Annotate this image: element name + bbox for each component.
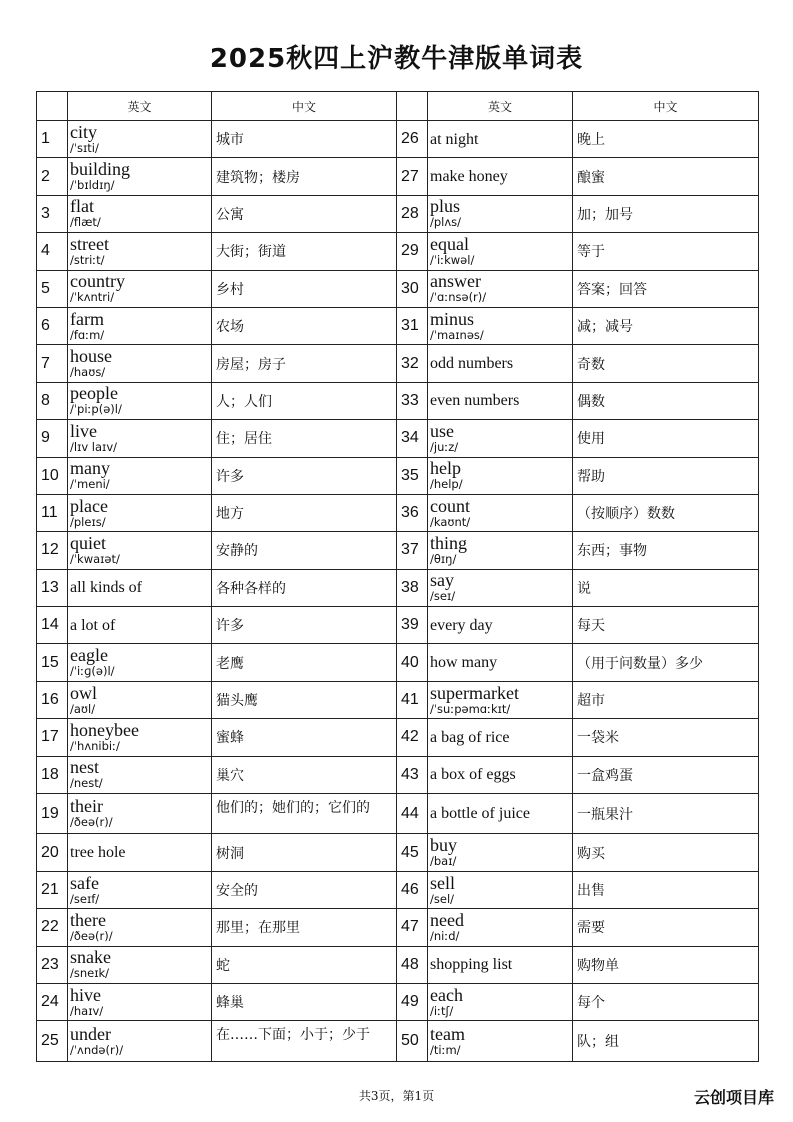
page-title: 2025秋四上沪教牛津版单词表 <box>209 44 584 74</box>
entry-number: 12 <box>37 532 68 569</box>
english-word: need <box>430 909 464 930</box>
entry-number: 46 <box>397 871 428 908</box>
entry-number: 7 <box>37 345 68 382</box>
entry-english <box>428 532 573 569</box>
entry-english <box>428 909 573 946</box>
english-word: nest <box>70 757 99 778</box>
entry-chinese: 许多 <box>212 607 397 644</box>
phonetic: /nest/ <box>70 776 103 791</box>
entry-english <box>68 756 212 793</box>
english-word: people <box>70 383 118 404</box>
entry-number: 30 <box>397 270 428 307</box>
phonetic: /ˈkwaɪət/ <box>70 551 120 566</box>
entry-english <box>68 158 212 195</box>
english-word: use <box>430 420 454 441</box>
entry-chinese: 那里；在那里 <box>212 909 397 946</box>
entry-chinese: 说 <box>573 569 759 606</box>
english-word: answer <box>430 271 481 292</box>
entry-chinese: 帮助 <box>573 457 759 494</box>
english-word: make honey <box>430 168 508 186</box>
table-row <box>37 871 759 908</box>
entry-chinese: 一袋米 <box>573 719 759 756</box>
phonetic: /ˈpiːp(ə)l/ <box>70 402 122 417</box>
english-word: building <box>70 159 131 180</box>
english-word: honeybee <box>70 719 139 740</box>
entry-chinese: 巢穴 <box>212 756 397 793</box>
header-chinese-left: 中文 <box>212 92 397 121</box>
entry-english <box>68 794 212 834</box>
entry-chinese: 安静的 <box>212 532 397 569</box>
english-word: sell <box>430 872 455 893</box>
phonetic: /ˈsuːpəmɑːkɪt/ <box>430 701 511 716</box>
entry-number: 3 <box>37 195 68 232</box>
table-row <box>37 270 759 307</box>
entry-english <box>428 681 573 718</box>
phonetic: /striːt/ <box>70 252 105 267</box>
table-row <box>37 121 759 158</box>
phonetic: /tiːm/ <box>430 1042 461 1057</box>
entry-chinese: 农场 <box>212 307 397 344</box>
phonetic: /ˈkʌntri/ <box>70 290 115 305</box>
phonetic: /seɪf/ <box>70 891 100 906</box>
entry-english <box>68 420 212 457</box>
phonetic: /lɪv laɪv/ <box>70 439 117 454</box>
english-word: city <box>70 121 97 142</box>
entry-chinese: 猫头鹰 <box>212 681 397 718</box>
phonetic: /kaʊnt/ <box>430 514 471 529</box>
entry-chinese: 一瓶果汁 <box>573 794 759 834</box>
header-number-left <box>37 92 68 121</box>
entry-number: 32 <box>397 345 428 382</box>
entry-number: 33 <box>397 382 428 419</box>
english-word: minus <box>430 308 475 329</box>
phonetic: /θɪŋ/ <box>430 551 457 566</box>
entry-chinese: 各种各样的 <box>212 569 397 606</box>
table-row <box>37 946 759 983</box>
entry-chinese: 老鹰 <box>212 644 397 681</box>
english-word: every day <box>430 616 493 634</box>
english-word: quiet <box>70 532 106 553</box>
entry-chinese: 乡村 <box>212 270 397 307</box>
table-row <box>37 307 759 344</box>
english-word: plus <box>430 196 461 217</box>
entry-chinese: 许多 <box>212 457 397 494</box>
entry-english <box>68 307 212 344</box>
entry-chinese: 购买 <box>573 834 759 871</box>
entry-number: 50 <box>397 1021 428 1061</box>
entry-english <box>428 345 573 382</box>
header-english-left: 英文 <box>68 92 212 121</box>
entry-number: 15 <box>37 644 68 681</box>
entry-chinese: 蜜蜂 <box>212 719 397 756</box>
entry-english <box>428 834 573 871</box>
entry-english <box>68 871 212 908</box>
entry-chinese: 每天 <box>573 607 759 644</box>
phonetic: /haɪv/ <box>70 1003 104 1018</box>
entry-english <box>428 233 573 270</box>
table-row <box>37 756 759 793</box>
phonetic: /aʊl/ <box>70 701 96 716</box>
entry-chinese: 东西；事物 <box>573 532 759 569</box>
entry-chinese: 人；人们 <box>212 382 397 419</box>
table-row <box>37 983 759 1020</box>
entry-chinese: 需要 <box>573 909 759 946</box>
table-row <box>37 532 759 569</box>
phonetic: /iːtʃ/ <box>430 1003 454 1018</box>
table-row <box>37 195 759 232</box>
brand-watermark: 云创项目库 <box>694 1088 775 1107</box>
entry-english <box>428 494 573 531</box>
entry-number: 29 <box>397 233 428 270</box>
entry-number: 4 <box>37 233 68 270</box>
entry-chinese: 他们的；她们的；它们的 <box>212 794 397 834</box>
table-row <box>37 158 759 195</box>
english-word: buy <box>430 835 457 856</box>
entry-chinese: 住；居住 <box>212 420 397 457</box>
phonetic: /flæt/ <box>70 215 101 230</box>
entry-number: 26 <box>397 121 428 158</box>
table-row <box>37 834 759 871</box>
phonetic: /baɪ/ <box>430 854 457 869</box>
entry-chinese: 使用 <box>573 420 759 457</box>
english-word: safe <box>70 872 99 893</box>
table-row <box>37 719 759 756</box>
entry-number: 11 <box>37 494 68 531</box>
entry-english <box>428 871 573 908</box>
header-chinese-right: 中文 <box>573 92 759 121</box>
entry-english <box>428 195 573 232</box>
entry-chinese: 队；组 <box>573 1021 759 1061</box>
english-word: even numbers <box>430 392 520 410</box>
entry-english <box>428 794 573 834</box>
entry-number: 20 <box>37 834 68 871</box>
entry-chinese: 大街；街道 <box>212 233 397 270</box>
entry-chinese: 建筑物；楼房 <box>212 158 397 195</box>
english-word: equal <box>430 233 469 254</box>
entry-chinese: 公寓 <box>212 195 397 232</box>
entry-chinese: 加；加号 <box>573 195 759 232</box>
english-word: house <box>70 346 112 367</box>
entry-number: 16 <box>37 681 68 718</box>
english-word: many <box>70 458 110 479</box>
table-row <box>37 457 759 494</box>
entry-number: 45 <box>397 834 428 871</box>
entry-number: 42 <box>397 719 428 756</box>
phonetic: /haʊs/ <box>70 365 106 380</box>
english-word: there <box>70 909 106 930</box>
table-row <box>37 382 759 419</box>
entry-number: 25 <box>37 1021 68 1061</box>
entry-number: 17 <box>37 719 68 756</box>
phonetic: /plʌs/ <box>430 215 462 230</box>
table-row <box>37 644 759 681</box>
phonetic: /niːd/ <box>430 928 460 943</box>
entry-number: 1 <box>37 121 68 158</box>
entry-number: 6 <box>37 307 68 344</box>
entry-number: 5 <box>37 270 68 307</box>
entry-english <box>68 457 212 494</box>
entry-english <box>428 1021 573 1061</box>
english-word: supermarket <box>430 682 519 703</box>
entry-number: 39 <box>397 607 428 644</box>
entry-chinese: （用于问数量）多少 <box>573 644 759 681</box>
entry-number: 13 <box>37 569 68 606</box>
phonetic: /ðeə(r)/ <box>70 815 113 830</box>
entry-english <box>68 681 212 718</box>
table-row <box>37 607 759 644</box>
english-word: each <box>430 984 463 1005</box>
english-word: a box of eggs <box>430 766 516 784</box>
entry-number: 47 <box>397 909 428 946</box>
entry-chinese: （按顺序）数数 <box>573 494 759 531</box>
entry-chinese: 奇数 <box>573 345 759 382</box>
entry-chinese: 城市 <box>212 121 397 158</box>
english-word: how many <box>430 654 498 672</box>
entry-chinese: 酿蜜 <box>573 158 759 195</box>
entry-number: 35 <box>397 457 428 494</box>
entry-english <box>68 719 212 756</box>
phonetic: /help/ <box>430 477 463 492</box>
phonetic: /ˈhʌnibiː/ <box>70 738 120 753</box>
entry-english <box>68 494 212 531</box>
phonetic: /seɪ/ <box>430 589 456 604</box>
english-word: live <box>70 420 97 441</box>
header-english-right: 英文 <box>428 92 573 121</box>
entry-english <box>428 644 573 681</box>
table-row <box>37 681 759 718</box>
entry-english <box>428 569 573 606</box>
entry-chinese: 等于 <box>573 233 759 270</box>
entry-chinese: 偶数 <box>573 382 759 419</box>
entry-english <box>68 382 212 419</box>
table-row <box>37 345 759 382</box>
entry-english <box>68 644 212 681</box>
entry-number: 14 <box>37 607 68 644</box>
entry-english <box>68 121 212 158</box>
english-word: say <box>430 570 454 591</box>
entry-chinese: 购物单 <box>573 946 759 983</box>
entry-english <box>428 382 573 419</box>
english-word: team <box>430 1023 465 1044</box>
english-word: a bag of rice <box>430 728 510 746</box>
entry-number: 31 <box>397 307 428 344</box>
entry-english <box>428 121 573 158</box>
phonetic: /ˈsɪti/ <box>70 140 99 155</box>
entry-chinese: 超市 <box>573 681 759 718</box>
english-word: tree hole <box>70 844 126 862</box>
phonetic: /ˈiːkwəl/ <box>430 252 475 267</box>
entry-number: 28 <box>397 195 428 232</box>
entry-number: 24 <box>37 983 68 1020</box>
entry-english <box>68 345 212 382</box>
entry-number: 22 <box>37 909 68 946</box>
table-row <box>37 1021 759 1061</box>
entry-number: 40 <box>397 644 428 681</box>
english-word: under <box>70 1023 111 1044</box>
entry-chinese: 地方 <box>212 494 397 531</box>
phonetic: /ˈɑːnsə(r)/ <box>430 290 487 305</box>
english-word: all kinds of <box>70 579 142 597</box>
entry-chinese: 房屋；房子 <box>212 345 397 382</box>
entry-chinese: 答案；回答 <box>573 270 759 307</box>
entry-number: 44 <box>397 794 428 834</box>
english-word: count <box>430 495 470 516</box>
entry-english <box>68 834 212 871</box>
phonetic: /ˈiːɡ(ə)l/ <box>70 664 115 679</box>
phonetic: /ðeə(r)/ <box>70 928 113 943</box>
phonetic: /ˈʌndə(r)/ <box>70 1042 124 1057</box>
entry-number: 19 <box>37 794 68 834</box>
english-word: place <box>70 495 108 516</box>
table-row <box>37 569 759 606</box>
english-word: odd numbers <box>430 355 514 373</box>
english-word: a bottle of juice <box>430 805 530 823</box>
entry-number: 37 <box>397 532 428 569</box>
english-word: street <box>70 233 109 254</box>
entry-english <box>68 983 212 1020</box>
entry-number: 27 <box>397 158 428 195</box>
vocabulary-table <box>36 91 759 1062</box>
entry-number: 2 <box>37 158 68 195</box>
entry-english <box>68 569 212 606</box>
entry-number: 18 <box>37 756 68 793</box>
phonetic: /juːz/ <box>430 439 459 454</box>
entry-chinese: 每个 <box>573 983 759 1020</box>
entry-english <box>428 983 573 1020</box>
entry-english <box>428 158 573 195</box>
header-row <box>37 92 759 121</box>
entry-english <box>68 607 212 644</box>
english-word: snake <box>70 947 111 968</box>
phonetic: /pleɪs/ <box>70 514 106 529</box>
table-row <box>37 233 759 270</box>
page-footer: 共3页，第1页 <box>358 1089 435 1103</box>
english-word: owl <box>70 682 97 703</box>
entry-number: 34 <box>397 420 428 457</box>
entry-english <box>428 270 573 307</box>
entry-english <box>428 719 573 756</box>
phonetic: /ˈmaɪnəs/ <box>430 327 484 342</box>
entry-number: 38 <box>397 569 428 606</box>
table-row <box>37 909 759 946</box>
entry-chinese: 一盒鸡蛋 <box>573 756 759 793</box>
entry-english <box>428 420 573 457</box>
entry-chinese: 安全的 <box>212 871 397 908</box>
english-word: their <box>70 796 103 817</box>
english-word: hive <box>70 984 101 1005</box>
entry-chinese: 出售 <box>573 871 759 908</box>
entry-english <box>428 307 573 344</box>
table-row <box>37 420 759 457</box>
entry-english <box>68 1021 212 1061</box>
entry-number: 36 <box>397 494 428 531</box>
phonetic: /sel/ <box>430 891 455 906</box>
entry-number: 49 <box>397 983 428 1020</box>
entry-number: 48 <box>397 946 428 983</box>
entry-english <box>428 946 573 983</box>
entry-number: 41 <box>397 681 428 718</box>
english-word: shopping list <box>430 956 513 974</box>
entry-english <box>68 270 212 307</box>
entry-english <box>68 195 212 232</box>
entry-number: 43 <box>397 756 428 793</box>
english-word: flat <box>70 196 94 217</box>
entry-number: 9 <box>37 420 68 457</box>
english-word: farm <box>70 308 104 329</box>
english-word: eagle <box>70 645 108 666</box>
entry-english <box>428 756 573 793</box>
entry-chinese: 蜂巢 <box>212 983 397 1020</box>
table-row <box>37 794 759 834</box>
entry-chinese: 树洞 <box>212 834 397 871</box>
entry-chinese: 晚上 <box>573 121 759 158</box>
entry-chinese: 减；减号 <box>573 307 759 344</box>
entry-english <box>68 946 212 983</box>
header-number-right <box>397 92 428 121</box>
entry-number: 23 <box>37 946 68 983</box>
phonetic: /ˈbɪldɪŋ/ <box>70 178 115 193</box>
phonetic: /sneɪk/ <box>70 966 110 981</box>
table-row <box>37 494 759 531</box>
english-word: country <box>70 271 125 292</box>
english-word: a lot of <box>70 616 116 634</box>
english-word: help <box>430 458 461 479</box>
entry-english <box>68 532 212 569</box>
entry-number: 10 <box>37 457 68 494</box>
entry-number: 21 <box>37 871 68 908</box>
entry-english <box>68 909 212 946</box>
entry-english <box>428 457 573 494</box>
entry-english <box>428 607 573 644</box>
entry-number: 8 <box>37 382 68 419</box>
entry-english <box>68 233 212 270</box>
english-word: at night <box>430 130 479 148</box>
entry-chinese: 在……下面；小于；少于 <box>212 1021 397 1061</box>
phonetic: /fɑːm/ <box>70 327 105 342</box>
entry-chinese: 蛇 <box>212 946 397 983</box>
phonetic: /ˈmeni/ <box>70 477 110 492</box>
english-word: thing <box>430 532 468 553</box>
